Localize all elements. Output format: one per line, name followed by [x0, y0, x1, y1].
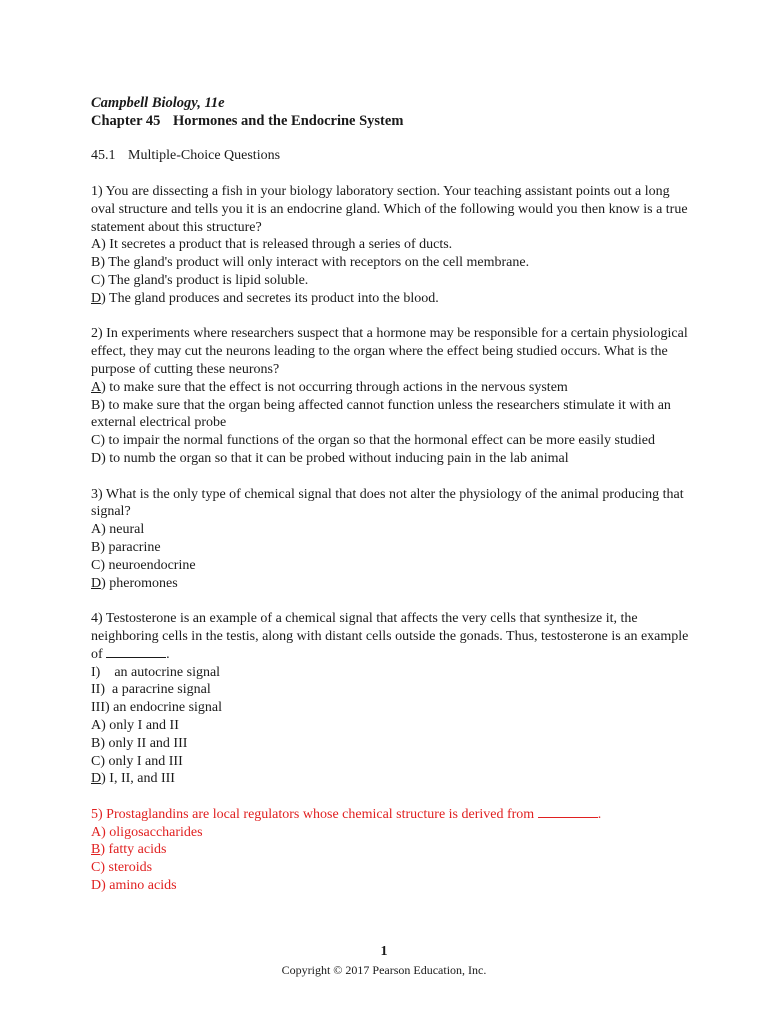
- option-c: C) only I and III: [91, 753, 183, 769]
- chapter-number: Chapter 45: [91, 113, 161, 129]
- answer-blank: [538, 806, 598, 818]
- correct-answer-letter: D: [91, 575, 102, 591]
- option-b-correct: B) fatty acids: [91, 842, 167, 858]
- option-d-correct: D) The gland produces and secretes its product into the blood.: [91, 290, 439, 306]
- book-title: Campbell Biology, 11e: [91, 95, 225, 111]
- option-c: C) to impair the normal functions of the organ so that the hormonal effect can be more easily studied: [91, 433, 655, 449]
- option-b: B) paracrine: [91, 539, 161, 555]
- question-4: [91, 610, 691, 788]
- correct-answer-letter: D: [91, 290, 102, 306]
- option-c: C) neuroendocrine: [91, 557, 196, 573]
- question-stem: 5) Prostaglandins are local regulators whose chemical structure is derived from .: [91, 806, 602, 822]
- section-number: 45.1: [91, 148, 116, 163]
- option-a-correct: A) to make sure that the effect is not occurring through actions in the nervous system: [91, 379, 568, 395]
- option-d-correct: D) pheromones: [91, 575, 178, 591]
- question-list: [91, 183, 691, 913]
- option-a: A) only I and II: [91, 717, 179, 733]
- option-a: A) It secretes a product that is released through a series of ducts.: [91, 237, 453, 253]
- chapter-title: Hormones and the Endocrine System: [173, 113, 404, 129]
- question-2: [91, 325, 691, 467]
- answer-blank: [106, 646, 166, 658]
- correct-answer-letter: D: [91, 771, 102, 787]
- question-1: [91, 183, 691, 308]
- copyright-notice: Copyright © 2017 Pearson Education, Inc.: [281, 963, 487, 977]
- option-a: A) neural: [91, 522, 145, 538]
- option-d: D) amino acids: [91, 878, 177, 894]
- option-d-correct: D) I, II, and III: [91, 771, 175, 787]
- chapter-heading: [91, 112, 403, 130]
- option-c: C) steroids: [91, 860, 153, 876]
- correct-answer-letter: B: [91, 842, 101, 858]
- question-stem: 2) In experiments where researchers suspect that a hormone may be responsible for a certain physiological effect, they may cut the neurons leading to the organ where the effect being studied occurs. What is the purpose of cutting these neurons?: [91, 326, 688, 377]
- option-b: B) to make sure that the organ being affected cannot function unless the researchers stimulate it with an external electrical probe: [91, 397, 671, 431]
- option-d: D) to numb the organ so that it can be probed without inducing pain in the lab animal: [91, 450, 569, 466]
- roman-item-2: II) a paracrine signal: [91, 682, 211, 698]
- page-number: 1: [380, 944, 388, 959]
- option-c: C) The gland's product is lipid soluble.: [91, 272, 309, 288]
- document-header: [91, 94, 403, 130]
- section-heading: [91, 147, 280, 165]
- question-3: [91, 486, 691, 593]
- section-title: Multiple-Choice Questions: [128, 148, 281, 163]
- question-stem: 3) What is the only type of chemical signal that does not alter the physiology of the animal producing that signal?: [91, 486, 684, 520]
- correct-answer-letter: A: [91, 379, 102, 395]
- option-b: B) The gland's product will only interact with receptors on the cell membrane.: [91, 255, 530, 271]
- roman-item-1: I) an autocrine signal: [91, 664, 221, 680]
- question-stem: 4) Testosterone is an example of a chemical signal that affects the very cells that synthesize it, the neighboring cells in the testis, along with distant cells outside the gonads. Thus, testosterone is an example of .: [91, 611, 689, 662]
- option-a: A) oligosaccharides: [91, 824, 203, 840]
- question-stem: 1) You are dissecting a fish in your biology laboratory section. Your teaching assistant points out a long oval structure and tells you it is an endocrine gland. Which of the following would you then know is a true statement about this structure?: [91, 184, 688, 235]
- question-5: [91, 806, 691, 895]
- option-b: B) only II and III: [91, 735, 188, 751]
- roman-item-3: III) an endocrine signal: [91, 700, 223, 716]
